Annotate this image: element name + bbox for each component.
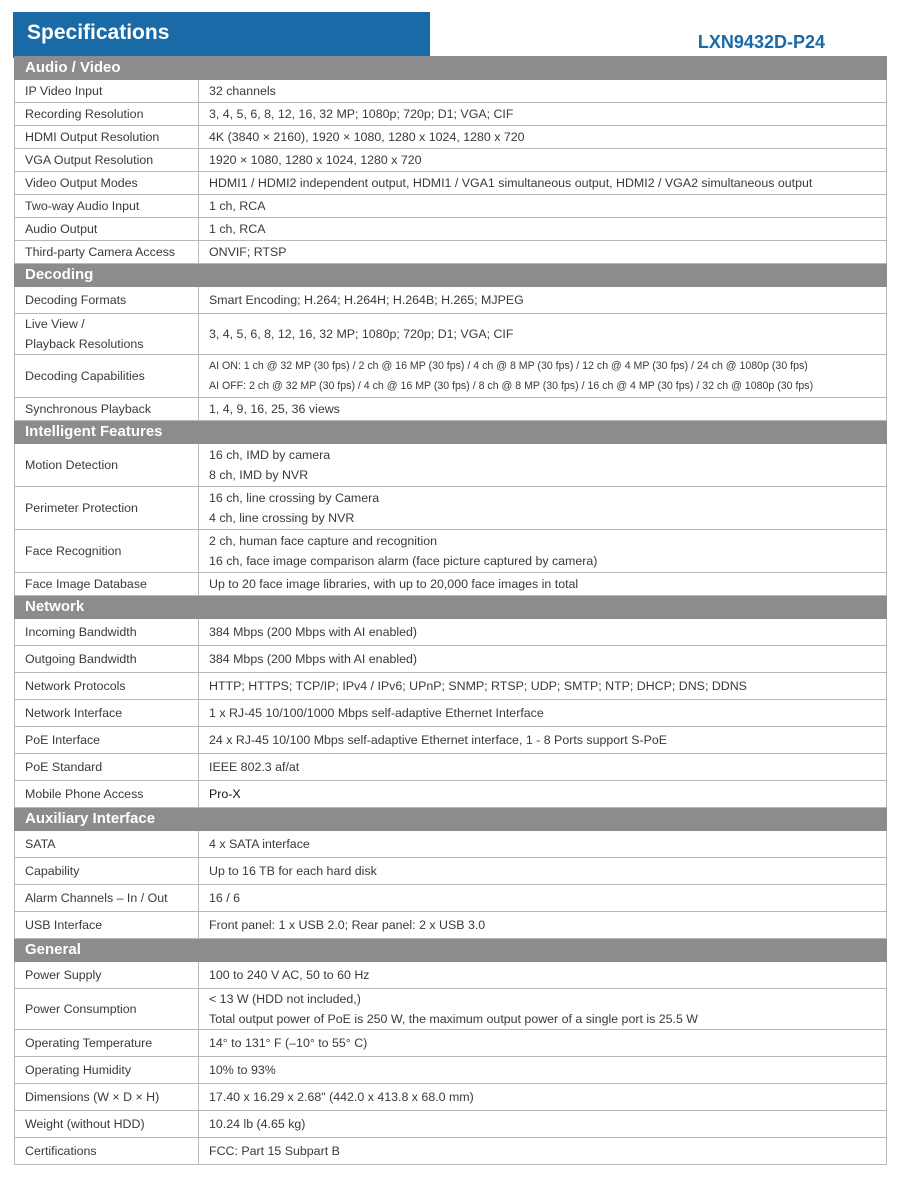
section-title: Network [15, 596, 199, 619]
spec-value: 4 x SATA interface [199, 831, 887, 858]
spec-label: Motion Detection [15, 444, 199, 487]
spec-value: 1 ch, RCA [199, 195, 887, 218]
spec-value: 1920 × 1080, 1280 x 1024, 1280 x 720 [199, 149, 887, 172]
spec-row [15, 103, 887, 126]
spec-row [15, 1111, 887, 1138]
spec-row [15, 1138, 887, 1165]
spec-row [15, 218, 887, 241]
spec-row [15, 646, 887, 673]
spec-label: Network Protocols [15, 673, 199, 700]
spec-label: Power Consumption [15, 989, 199, 1030]
spec-row [15, 989, 887, 1030]
spec-row [15, 673, 887, 700]
spec-value: HTTP; HTTPS; TCP/IP; IPv4 / IPv6; UPnP; SNMP; RTSP; UDP; SMTP; NTP; DHCP; DNS; DDNS [199, 673, 887, 700]
spec-value: Up to 16 TB for each hard disk [199, 858, 887, 885]
spec-label: Live View / Playback Resolutions [15, 314, 199, 355]
spec-label: Alarm Channels – In / Out [15, 885, 199, 912]
spec-value: 3, 4, 5, 6, 8, 12, 16, 32 MP; 1080p; 720p; D1; VGA; CIF [199, 314, 887, 355]
spec-value: < 13 W (HDD not included,) Total output power of PoE is 250 W, the maximum output power of a single port is 25.5 W [199, 989, 887, 1030]
spec-label: Operating Humidity [15, 1057, 199, 1084]
spec-value: Front panel: 1 x USB 2.0; Rear panel: 2 x USB 3.0 [199, 912, 887, 939]
spec-value: 32 channels [199, 80, 887, 103]
spec-label: Two-way Audio Input [15, 195, 199, 218]
spec-value: 10.24 lb (4.65 kg) [199, 1111, 887, 1138]
spec-label: Dimensions (W × D × H) [15, 1084, 199, 1111]
spec-row [15, 1030, 887, 1057]
spec-value: 1 ch, RCA [199, 218, 887, 241]
spec-label: Synchronous Playback [15, 398, 199, 421]
spec-label: Mobile Phone Access [15, 781, 199, 808]
spec-label: PoE Interface [15, 727, 199, 754]
spec-value: 2 ch, human face capture and recognition 16 ch, face image comparison alarm (face picture captured by camera) [199, 530, 887, 573]
spec-value: 14° to 131° F (–10° to 55° C) [199, 1030, 887, 1057]
spec-label: Operating Temperature [15, 1030, 199, 1057]
spec-value: 1, 4, 9, 16, 25, 36 views [199, 398, 887, 421]
section-title: Audio / Video [15, 57, 199, 80]
section-header-decoding [15, 264, 887, 287]
spec-value: 100 to 240 V AC, 50 to 60 Hz [199, 962, 887, 989]
spec-value: 3, 4, 5, 6, 8, 12, 16, 32 MP; 1080p; 720p; D1; VGA; CIF [199, 103, 887, 126]
spec-label: PoE Standard [15, 754, 199, 781]
spec-value: Up to 20 face image libraries, with up to 20,000 face images in total [199, 573, 887, 596]
spec-value: 16 ch, line crossing by Camera 4 ch, line crossing by NVR [199, 487, 887, 530]
spec-label: Outgoing Bandwidth [15, 646, 199, 673]
spec-label: Decoding Formats [15, 287, 199, 314]
spec-label: Recording Resolution [15, 103, 199, 126]
spec-label: Face Image Database [15, 573, 199, 596]
spec-label: Power Supply [15, 962, 199, 989]
spec-value: Pro-X [199, 781, 887, 808]
spec-row [15, 126, 887, 149]
spec-row [15, 912, 887, 939]
spec-row [15, 314, 887, 355]
page-title: Specifications [27, 21, 170, 44]
spec-value: 16 / 6 [199, 885, 887, 912]
spec-label: IP Video Input [15, 80, 199, 103]
spec-row [15, 858, 887, 885]
spec-value: IEEE 802.3 af/at [199, 754, 887, 781]
section-title: Decoding [15, 264, 199, 287]
spec-label: Video Output Modes [15, 172, 199, 195]
spec-row [15, 754, 887, 781]
model-number: LXN9432D-P24 [697, 32, 825, 52]
spec-row [15, 287, 887, 314]
spec-value: 16 ch, IMD by camera 8 ch, IMD by NVR [199, 444, 887, 487]
spec-label: Face Recognition [15, 530, 199, 573]
spec-value: 4K (3840 × 2160), 1920 × 1080, 1280 x 1024, 1280 x 720 [199, 126, 887, 149]
spec-label: Incoming Bandwidth [15, 619, 199, 646]
document-header [13, 12, 885, 58]
spec-label: Capability [15, 858, 199, 885]
spec-row [15, 962, 887, 989]
spec-label: Audio Output [15, 218, 199, 241]
spec-row [15, 885, 887, 912]
spec-row [15, 80, 887, 103]
spec-value: 17.40 x 16.29 x 2.68" (442.0 x 413.8 x 68.0 mm) [199, 1084, 887, 1111]
spec-label: Weight (without HDD) [15, 1111, 199, 1138]
spec-row [15, 444, 887, 487]
spec-label: HDMI Output Resolution [15, 126, 199, 149]
section-header-audio-video [15, 57, 887, 80]
spec-row [15, 149, 887, 172]
spec-row [15, 398, 887, 421]
spec-row [15, 487, 887, 530]
spec-row [15, 573, 887, 596]
spec-value: FCC: Part 15 Subpart B [199, 1138, 887, 1165]
spec-label: VGA Output Resolution [15, 149, 199, 172]
spec-row [15, 831, 887, 858]
spec-value: 24 x RJ-45 10/100 Mbps self-adaptive Ethernet interface, 1 - 8 Ports support S-PoE [199, 727, 887, 754]
section-title: Intelligent Features [15, 421, 199, 444]
spec-label: Perimeter Protection [15, 487, 199, 530]
spec-label: USB Interface [15, 912, 199, 939]
spec-value: 384 Mbps (200 Mbps with AI enabled) [199, 619, 887, 646]
spec-row [15, 530, 887, 573]
spec-label: Third-party Camera Access [15, 241, 199, 264]
spec-row [15, 781, 887, 808]
spec-value: 1 x RJ-45 10/100/1000 Mbps self-adaptive Ethernet Interface [199, 700, 887, 727]
section-header-network [15, 596, 887, 619]
title-banner [13, 12, 430, 58]
spec-row [15, 619, 887, 646]
section-header-auxiliary-interface [15, 808, 887, 831]
spec-row [15, 195, 887, 218]
spec-row [15, 1084, 887, 1111]
spec-row [15, 700, 887, 727]
spec-label: Network Interface [15, 700, 199, 727]
spec-label: Decoding Capabilities [15, 355, 199, 398]
section-title: General [15, 939, 199, 962]
spec-label: SATA [15, 831, 199, 858]
section-header-general [15, 939, 887, 962]
spec-value: Smart Encoding; H.264; H.264H; H.264B; H.265; MJPEG [199, 287, 887, 314]
spec-value: AI ON: 1 ch @ 32 MP (30 fps) / 2 ch @ 16 MP (30 fps) / 4 ch @ 8 MP (30 fps) / 12 ch @ 4 MP (30 fps) / 24 ch @ 1080p (30 fps) AI OFF: 2 ch @ 32 MP (30 fps) / 4 ch @ 16 MP (30 fps) / 8 ch @ 8 MP (30 fps) / 16 ch @ 4 MP (30 fps) / 32 ch @ 1080p (30 fps) [199, 355, 887, 398]
spec-value: ONVIF; RTSP [199, 241, 887, 264]
spec-row [15, 727, 887, 754]
section-header-intelligent-features [15, 421, 887, 444]
specifications-table [14, 56, 887, 1165]
spec-value: HDMI1 / HDMI2 independent output, HDMI1 / VGA1 simultaneous output, HDMI2 / VGA2 simultaneous output [199, 172, 887, 195]
spec-row [15, 355, 887, 398]
spec-label: Certifications [15, 1138, 199, 1165]
spec-value: 384 Mbps (200 Mbps with AI enabled) [199, 646, 887, 673]
spec-row [15, 1057, 887, 1084]
spec-value: 10% to 93% [199, 1057, 887, 1084]
spec-row [15, 172, 887, 195]
spec-row [15, 241, 887, 264]
section-title: Auxiliary Interface [15, 808, 199, 831]
